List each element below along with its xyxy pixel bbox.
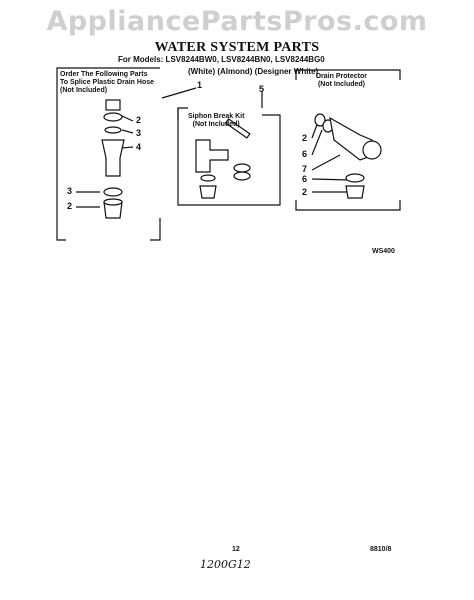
- watermark: AppliancePartsPros.com: [46, 6, 428, 37]
- models-line: For Models: LSV8244BW0, LSV8244BN0, LSV8244BG0: [118, 55, 325, 64]
- splice-line2: To Splice Plastic Drain Hose: [60, 79, 155, 86]
- callout-left-3b: 3: [67, 186, 73, 196]
- callout-1: 1: [197, 80, 203, 90]
- drain-line1: Drain Protector: [316, 73, 367, 80]
- drain-box-label: [316, 73, 367, 89]
- callout-right-6b: 6: [302, 174, 308, 184]
- callout-right-7: 7: [302, 164, 308, 174]
- page-title: WATER SYSTEM PARTS: [154, 40, 320, 55]
- splice-box-right: [150, 218, 160, 240]
- diagram-code: WS400: [372, 248, 395, 255]
- siphon-line2: (Not Included): [192, 121, 240, 128]
- siphon-line1: Siphon Break Kit: [188, 113, 245, 120]
- date-code: 8810/8: [370, 546, 392, 553]
- callout-left-3a: 3: [136, 128, 142, 138]
- siphon-parts: [196, 119, 250, 198]
- callout-right-6a: 6: [302, 149, 308, 159]
- callout-right-2b: 2: [302, 187, 308, 197]
- part-1-fitting: [106, 100, 120, 110]
- callout-right-2a: 2: [302, 133, 308, 143]
- splice-line3: (Not Included): [60, 87, 108, 94]
- page-number: 12: [232, 546, 240, 553]
- leader-1: [162, 88, 196, 98]
- splice-box-label: [60, 71, 154, 95]
- splice-parts: [102, 100, 124, 218]
- siphon-box-tl: [178, 108, 188, 120]
- drain-box-bottom: [296, 200, 400, 210]
- drain-parts: [315, 114, 381, 198]
- splice-box-left: [57, 74, 66, 240]
- colors-line: (White) (Almond) (Designer White): [188, 67, 319, 76]
- handwritten-note: 1200G12: [200, 558, 251, 571]
- callout-5: 5: [259, 84, 265, 94]
- callout-left-2b: 2: [67, 201, 73, 211]
- callout-left-2a: 2: [136, 115, 142, 125]
- splice-line1: Order The Following Parts: [60, 71, 148, 78]
- callout-left-4: 4: [136, 142, 142, 152]
- drain-line2: (Not Included): [317, 81, 366, 88]
- siphon-box-label: [188, 113, 244, 129]
